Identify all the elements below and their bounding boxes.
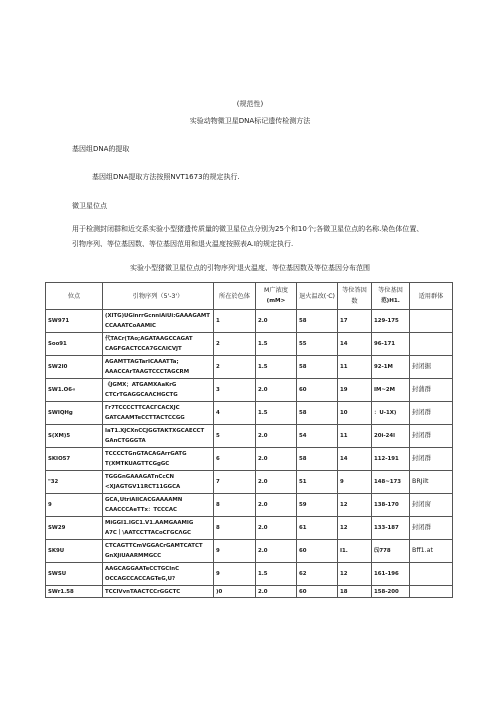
allele-count-cell: 12 xyxy=(338,494,372,517)
primer-cell xyxy=(103,310,214,333)
anneal-temp-cell: 58 xyxy=(297,356,338,379)
chromosome-cell: 5 xyxy=(214,425,256,448)
header-locus: 位点 xyxy=(46,283,103,310)
allele-count-cell: 19 xyxy=(338,379,372,402)
concentration-cell: 2.0 xyxy=(256,471,297,494)
primer-cell xyxy=(103,333,214,356)
table-row xyxy=(46,333,453,356)
primer-sequence: GCA,UtriAlICACGAAAAMN xyxy=(105,497,183,503)
primer-sequence: Γr7TCCCCTTCACΓCACXJC xyxy=(105,405,180,411)
concentration-cell: 2.0 xyxy=(256,517,297,540)
header-allele-range-line1: 等位基因 xyxy=(378,287,403,294)
table-row xyxy=(46,379,453,402)
chromosome-cell: 3 xyxy=(214,379,256,402)
allele-range-cell: IM~2M xyxy=(372,379,410,402)
allele-range-cell: 96-171 xyxy=(372,333,410,356)
section-heading-dna: 基因组DNA的提取 xyxy=(72,145,130,153)
header-allele-count-line1: 等位答因 xyxy=(342,287,367,294)
primer-sequence: TCClVvnTAACTCCrGGCTC xyxy=(105,589,181,595)
anneal-temp-cell: 58 xyxy=(297,448,338,471)
primer-sequence: (XlTG)UGinrrGcnniAiUi:GAAAGAMT xyxy=(105,313,210,319)
allele-count-cell: I1. xyxy=(338,540,372,563)
primer-sequence: GAnCTGGGTA xyxy=(105,438,146,444)
header-concentration xyxy=(256,283,297,310)
chromosome-cell: )0 xyxy=(214,586,256,598)
microsatellite-table xyxy=(45,282,453,598)
header-allele-range-line2: 范)H1. xyxy=(381,298,400,304)
primer-cell xyxy=(103,379,214,402)
table-row xyxy=(46,402,453,425)
allele-count-cell: 14 xyxy=(338,333,372,356)
chromosome-cell: 2 xyxy=(214,356,256,379)
header-anneal-temp: 退火温改(·C) xyxy=(297,283,338,310)
anneal-temp-cell: 60 xyxy=(297,379,338,402)
allele-range-cell: ：U-1X) xyxy=(372,402,410,425)
section-body-loci-1: 用于检测封闭群和近交系实验小型猪遗传质量的微卫星位点分别为25个和10个;各微卫星位点的名称.染色体位置、 xyxy=(72,225,424,233)
section-heading-loci: 微卫星位点 xyxy=(72,202,107,210)
concentration-cell: 2.0 xyxy=(256,425,297,448)
table-caption: 实验小型猪微卫星位点的引物序列'退火温度、等位基因数及等位基因分布范围 xyxy=(130,264,370,272)
primer-sequence: OCCAGCCACCAGTeG,U? xyxy=(105,576,176,582)
group-cell: 封闭群 xyxy=(410,448,453,471)
allele-count-cell: 9 xyxy=(338,471,372,494)
table-row xyxy=(46,540,453,563)
allele-count-cell: 18 xyxy=(338,586,372,598)
header-group: 适用群体 xyxy=(410,283,453,310)
allele-range-cell: ⑸778 xyxy=(372,540,410,563)
allele-range-cell: 112-191 xyxy=(372,448,410,471)
anneal-temp-cell: 51 xyxy=(297,471,338,494)
primer-sequence: CAGFGACTCCA7GCΛICVJT xyxy=(105,346,182,352)
allele-range-cell: 148~173 xyxy=(372,471,410,494)
header-concentration-line2: (mM> xyxy=(266,298,286,304)
primer-cell xyxy=(103,356,214,379)
primer-sequence: TCCCCTGnGTACAGArrGATG xyxy=(105,451,187,457)
table-row xyxy=(46,310,453,333)
primer-sequence: IaT1.XJCXnCCJGGTAKTXGCAECCT xyxy=(105,428,205,434)
primer-cell xyxy=(103,471,214,494)
chromosome-cell: 2 xyxy=(214,333,256,356)
group-cell: Bff1.at xyxy=(410,540,453,563)
primer-sequence: CTCrTGAGGCAΛCHGCTG xyxy=(105,392,178,398)
locus-cell: SKIO57 xyxy=(46,448,103,471)
chromosome-cell: 1 xyxy=(214,310,256,333)
allele-count-cell: 17 xyxy=(338,310,372,333)
allele-range-cell: 20i-24l xyxy=(372,425,410,448)
locus-cell: 9 xyxy=(46,494,103,517)
allele-range-cell: 129-175 xyxy=(372,310,410,333)
appendix-label: (规范性) xyxy=(236,100,264,108)
primer-sequence: <XJAGTGV11RCT11GGCA xyxy=(105,484,181,490)
allele-range-cell: 92-1M xyxy=(372,356,410,379)
anneal-temp-cell: 58 xyxy=(297,310,338,333)
anneal-temp-cell: 60 xyxy=(297,540,338,563)
concentration-cell: 2.0 xyxy=(256,540,297,563)
header-allele-range xyxy=(372,283,410,310)
anneal-temp-cell: 58 xyxy=(297,402,338,425)
appendix-title: 实验动物微卫星DNA标记遗传检测方法 xyxy=(189,117,311,125)
header-allele-count-line2: 数 xyxy=(351,298,358,305)
group-cell: 封闭掘 xyxy=(410,356,453,379)
group-cell: BRJilt xyxy=(410,471,453,494)
group-cell: 封闭群 xyxy=(410,425,453,448)
primer-cell xyxy=(103,563,214,586)
concentration-cell: 2.0 xyxy=(256,310,297,333)
concentration-cell: 1.5 xyxy=(256,333,297,356)
primer-sequence: GATCAAMTeCCTTACTCCGG xyxy=(105,415,185,421)
header-primer: 引物序列（5'-3'） xyxy=(103,283,214,310)
group-cell xyxy=(410,333,453,356)
concentration-cell: 1.5 xyxy=(256,356,297,379)
allele-count-cell: 11 xyxy=(338,356,372,379)
group-cell: 封蒲群 xyxy=(410,379,453,402)
allele-range-cell: 158-200 xyxy=(372,586,410,598)
primer-sequence: AAACCArTAAGTCCCTAGCRM xyxy=(105,369,190,375)
header-chromosome: 所在於色体 xyxy=(214,283,256,310)
section-body-dna: 基因组DNA提取方法按照NVT1673的规定执行. xyxy=(92,173,240,181)
allele-range-cell: 161-196 xyxy=(372,563,410,586)
table-row xyxy=(46,471,453,494)
anneal-temp-cell: 61 xyxy=(297,517,338,540)
table-header-row xyxy=(46,283,453,310)
concentration-cell: 1.5 xyxy=(256,402,297,425)
group-cell xyxy=(410,310,453,333)
locus-cell: SWSU xyxy=(46,563,103,586)
table-row xyxy=(46,586,453,598)
concentration-cell: 2.0 xyxy=(256,494,297,517)
allele-count-cell: 12 xyxy=(338,563,372,586)
allele-range-cell: 133-187 xyxy=(372,517,410,540)
primer-sequence: MiGGI1.IGC1.V1.AAMGAAMIG xyxy=(105,520,194,526)
primer-cell xyxy=(103,517,214,540)
primer-cell xyxy=(103,425,214,448)
primer-cell xyxy=(103,540,214,563)
allele-count-cell: 11 xyxy=(338,425,372,448)
group-cell xyxy=(410,563,453,586)
primer-sequence: CCAAATCoAAMIC xyxy=(105,323,157,329)
primer-sequence: A7C丨\AATCCTTACoCΓGCΛGC xyxy=(105,530,191,536)
primer-sequence: CAACCCAeTTx：TCCCAC xyxy=(105,507,178,513)
header-concentration-line1: M广浓度 xyxy=(264,287,288,294)
anneal-temp-cell: 62 xyxy=(297,563,338,586)
allele-count-cell: 14 xyxy=(338,448,372,471)
header-allele-count xyxy=(338,283,372,310)
chromosome-cell: 4 xyxy=(214,402,256,425)
table-row xyxy=(46,517,453,540)
allele-count-cell: 10 xyxy=(338,402,372,425)
table-row xyxy=(46,494,453,517)
primer-cell xyxy=(103,586,214,598)
table-row xyxy=(46,425,453,448)
locus-cell: "32 xyxy=(46,471,103,494)
allele-count-cell: 12 xyxy=(338,517,372,540)
chromosome-cell: 8 xyxy=(214,494,256,517)
table-row xyxy=(46,448,453,471)
primer-sequence: GnXJiUAARMMGCC xyxy=(105,553,162,559)
concentration-cell: 2.0 xyxy=(256,448,297,471)
anneal-temp-cell: 54 xyxy=(297,425,338,448)
concentration-cell: 2.0 xyxy=(256,379,297,402)
chromosome-cell: 9 xyxy=(214,563,256,586)
primer-sequence: TGGGnGAAAGATnCcCN xyxy=(105,474,175,480)
locus-cell: S(XM)5 xyxy=(46,425,103,448)
group-cell: 封闭窗 xyxy=(410,494,453,517)
primer-sequence: CTCAGTTCmVGGACrGAMTCATCT xyxy=(105,543,203,549)
primer-sequence: AGAMTTAGTarICAAATTa; xyxy=(105,359,179,365)
section-body-loci-2: 引物序列、等位基因数、等位基因范用和退火温度按照表A.I的规定执行. xyxy=(72,240,294,248)
locus-cell: SWIQHg xyxy=(46,402,103,425)
locus-cell: SW971 xyxy=(46,310,103,333)
anneal-temp-cell: 59 xyxy=(297,494,338,517)
locus-cell: SW29 xyxy=(46,517,103,540)
table-row xyxy=(46,356,453,379)
anneal-temp-cell: 55 xyxy=(297,333,338,356)
chromosome-cell: 9 xyxy=(214,540,256,563)
locus-cell: SW1.O6« xyxy=(46,379,103,402)
primer-sequence: 代TACr(TAo;AGATAAGCCAGAT xyxy=(105,336,193,342)
locus-cell: SW2I0 xyxy=(46,356,103,379)
primer-cell xyxy=(103,448,214,471)
chromosome-cell: 8 xyxy=(214,517,256,540)
primer-sequence: T(XMTKUAGTTCGgGC xyxy=(105,461,170,467)
primer-sequence: 《JGMX；ATGAMXAaKrG xyxy=(105,382,177,388)
allele-range-cell: 138-170 xyxy=(372,494,410,517)
primer-sequence: AAGCAGGAATeCCTGCInC xyxy=(105,566,180,572)
table-row xyxy=(46,563,453,586)
concentration-cell: 1.5 xyxy=(256,563,297,586)
chromosome-cell: 7 xyxy=(214,471,256,494)
concentration-cell: 2.0 xyxy=(256,586,297,598)
anneal-temp-cell: 60 xyxy=(297,586,338,598)
group-cell: 封闭群 xyxy=(410,517,453,540)
locus-cell: Soo91 xyxy=(46,333,103,356)
locus-cell: SWr1.58 xyxy=(46,586,103,598)
group-cell: 封闭群 xyxy=(410,402,453,425)
locus-cell: SK9U xyxy=(46,540,103,563)
primer-cell xyxy=(103,494,214,517)
chromosome-cell: 6 xyxy=(214,448,256,471)
group-cell xyxy=(410,586,453,598)
primer-cell xyxy=(103,402,214,425)
